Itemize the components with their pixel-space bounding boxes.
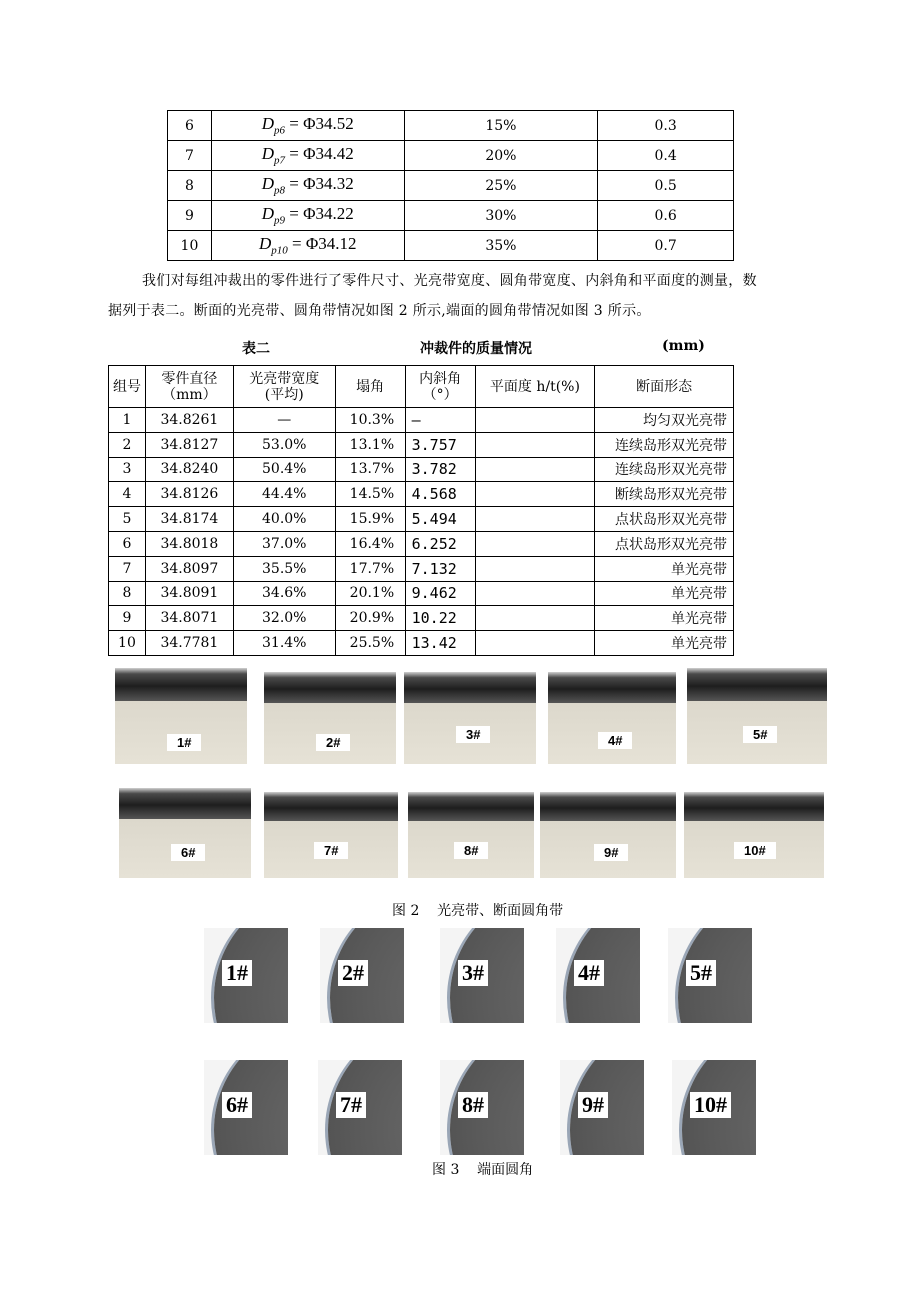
table-row [168, 111, 734, 141]
cell-inner-angle: 3.757 [405, 432, 475, 457]
table2-title: 冲裁件的质量情况 [420, 341, 532, 357]
col-header-inner-angle: 内斜角 （°） [405, 366, 475, 408]
shear-section-photo [408, 792, 534, 878]
cell-clearance-value: 0.4 [598, 141, 734, 171]
photo-label: 2# [338, 960, 368, 986]
cell-punch-diameter: $D_{p9} = \Phi 34.22$ [211, 201, 404, 231]
photo-label: 6# [222, 1092, 252, 1118]
photo-label: 2# [316, 734, 350, 751]
cell-clearance-value: 0.3 [598, 111, 734, 141]
edge-rounding-photo [320, 928, 404, 1023]
cell-diameter: 34.8174 [145, 507, 233, 532]
cell-sag: 14.5% [335, 482, 405, 507]
cell-inner-angle: 9.462 [405, 581, 475, 606]
photo-label: 9# [594, 844, 628, 861]
col-header-group: 组号 [109, 366, 146, 408]
cell-bright-band: 53.0% [233, 432, 335, 457]
cell-group: 9 [109, 606, 146, 631]
edge-rounding-photo [560, 1060, 644, 1155]
table2-label: 表二 [242, 341, 270, 357]
cell-section-form: 点状岛形双光亮带 [595, 531, 734, 556]
cell-group: 8 [109, 581, 146, 606]
photo-label: 1# [167, 734, 201, 751]
shear-section-photo [687, 668, 827, 764]
cell-inner-angle: 10.22 [405, 606, 475, 631]
cell-flatness [475, 581, 595, 606]
cell-group: 1 [109, 408, 146, 433]
cell-inner-angle: 6.252 [405, 531, 475, 556]
cell-punch-diameter: $D_{p7} = \Phi 34.42$ [211, 141, 404, 171]
shear-section-photo [119, 788, 251, 878]
cell-sag: 25.5% [335, 631, 405, 656]
cell-sag: 16.4% [335, 531, 405, 556]
cell-bright-band: — [233, 408, 335, 433]
cell-flatness [475, 507, 595, 532]
edge-rounding-photo [668, 928, 752, 1023]
cell-group: 7 [109, 556, 146, 581]
cell-flatness [475, 556, 595, 581]
col-header-sag: 塌角 [335, 366, 405, 408]
cell-inner-angle: — [405, 408, 475, 433]
cell-clearance-pct: 25% [404, 171, 598, 201]
edge-rounding-photo [204, 1060, 288, 1155]
cell-flatness [475, 531, 595, 556]
cell-inner-angle: 4.568 [405, 482, 475, 507]
table-row [109, 457, 734, 482]
table-row [109, 507, 734, 532]
cell-bright-band: 50.4% [233, 457, 335, 482]
photo-label: 5# [686, 960, 716, 986]
shear-section-photo [264, 792, 398, 878]
shear-section-photo [404, 672, 536, 764]
cell-section-form: 连续岛形双光亮带 [595, 457, 734, 482]
table-row [109, 482, 734, 507]
table-row [109, 631, 734, 656]
cell-sag: 20.1% [335, 581, 405, 606]
cell-diameter: 34.8127 [145, 432, 233, 457]
quality-table [108, 365, 734, 656]
cell-punch-diameter: $D_{p6} = \Phi 34.52$ [211, 111, 404, 141]
figure-2-caption: 图 2 光亮带、断面圆角带 [392, 903, 564, 919]
cell-diameter: 34.8097 [145, 556, 233, 581]
cell-inner-angle: 7.132 [405, 556, 475, 581]
cell-bright-band: 40.0% [233, 507, 335, 532]
edge-rounding-photo [672, 1060, 756, 1155]
cell-no: 8 [168, 171, 212, 201]
cell-clearance-pct: 35% [404, 231, 598, 261]
table-row [109, 606, 734, 631]
cell-flatness [475, 457, 595, 482]
photo-label: 4# [574, 960, 604, 986]
cell-no: 7 [168, 141, 212, 171]
cell-group: 2 [109, 432, 146, 457]
cell-diameter: 34.8018 [145, 531, 233, 556]
cell-clearance-pct: 30% [404, 201, 598, 231]
cell-section-form: 单光亮带 [595, 631, 734, 656]
photo-label: 8# [454, 842, 488, 859]
col-header-section-form: 断面形态 [595, 366, 734, 408]
clearance-table [167, 110, 734, 261]
cell-bright-band: 35.5% [233, 556, 335, 581]
cell-bright-band: 32.0% [233, 606, 335, 631]
table-row [109, 556, 734, 581]
photo-label: 7# [314, 842, 348, 859]
table-row [109, 581, 734, 606]
cell-diameter: 34.8126 [145, 482, 233, 507]
cell-sag: 17.7% [335, 556, 405, 581]
photo-label: 10# [690, 1092, 731, 1118]
cell-sag: 13.1% [335, 432, 405, 457]
photo-label: 3# [458, 960, 488, 986]
col-header-diameter: 零件直径 （mm） [145, 366, 233, 408]
cell-section-form: 单光亮带 [595, 581, 734, 606]
cell-group: 10 [109, 631, 146, 656]
cell-inner-angle: 3.782 [405, 457, 475, 482]
table-row [168, 231, 734, 261]
cell-flatness [475, 631, 595, 656]
shear-section-photo [684, 792, 824, 878]
photo-label: 1# [222, 960, 252, 986]
cell-clearance-pct: 15% [404, 111, 598, 141]
cell-group: 6 [109, 531, 146, 556]
cell-group: 3 [109, 457, 146, 482]
cell-flatness [475, 408, 595, 433]
cell-bright-band: 37.0% [233, 531, 335, 556]
cell-inner-angle: 5.494 [405, 507, 475, 532]
photo-label: 9# [578, 1092, 608, 1118]
photo-label: 7# [336, 1092, 366, 1118]
cell-punch-diameter: $D_{p8} = \Phi 34.32$ [211, 171, 404, 201]
cell-section-form: 连续岛形双光亮带 [595, 432, 734, 457]
table-row [168, 171, 734, 201]
cell-no: 6 [168, 111, 212, 141]
cell-diameter: 34.8240 [145, 457, 233, 482]
cell-group: 5 [109, 507, 146, 532]
cell-clearance-value: 0.6 [598, 201, 734, 231]
cell-sag: 15.9% [335, 507, 405, 532]
table-row [109, 408, 734, 433]
table-row [168, 201, 734, 231]
photo-label: 6# [171, 844, 205, 861]
shear-section-photo [548, 672, 676, 764]
table-row [109, 531, 734, 556]
edge-rounding-photo [204, 928, 288, 1023]
cell-flatness [475, 482, 595, 507]
cell-diameter: 34.8071 [145, 606, 233, 631]
cell-no: 9 [168, 201, 212, 231]
cell-bright-band: 34.6% [233, 581, 335, 606]
cell-sag: 20.9% [335, 606, 405, 631]
cell-sag: 13.7% [335, 457, 405, 482]
figure-3-caption: 图 3 端面圆角 [432, 1162, 534, 1178]
body-paragraph-line1: 我们对每组冲裁出的零件进行了零件尺寸、光亮带宽度、圆角带宽度、内斜角和平面度的测量，数 [142, 273, 757, 289]
cell-flatness [475, 432, 595, 457]
cell-section-form: 单光亮带 [595, 606, 734, 631]
photo-label: 5# [743, 726, 777, 743]
shear-section-photo [115, 668, 247, 764]
cell-clearance-pct: 20% [404, 141, 598, 171]
cell-clearance-value: 0.5 [598, 171, 734, 201]
cell-diameter: 34.8091 [145, 581, 233, 606]
cell-diameter: 34.8261 [145, 408, 233, 433]
cell-flatness [475, 606, 595, 631]
photo-label: 10# [734, 842, 776, 859]
edge-rounding-photo [556, 928, 640, 1023]
photo-label: 4# [598, 732, 632, 749]
table-row [168, 141, 734, 171]
shear-section-photo [540, 792, 676, 878]
col-header-bright-band: 光亮带宽度 (平均) [233, 366, 335, 408]
photo-label: 3# [456, 726, 490, 743]
edge-rounding-photo [318, 1060, 402, 1155]
cell-group: 4 [109, 482, 146, 507]
shear-section-photo [264, 672, 396, 764]
cell-diameter: 34.7781 [145, 631, 233, 656]
cell-bright-band: 31.4% [233, 631, 335, 656]
cell-no: 10 [168, 231, 212, 261]
col-header-flatness: 平面度 h/t(%) [475, 366, 595, 408]
cell-inner-angle: 13.42 [405, 631, 475, 656]
cell-section-form: 均匀双光亮带 [595, 408, 734, 433]
cell-sag: 10.3% [335, 408, 405, 433]
edge-rounding-photo [440, 928, 524, 1023]
cell-clearance-value: 0.7 [598, 231, 734, 261]
table2-unit: (mm) [662, 338, 705, 354]
cell-section-form: 断续岛形双光亮带 [595, 482, 734, 507]
table-row [109, 432, 734, 457]
photo-label: 8# [458, 1092, 488, 1118]
cell-punch-diameter: $D_{p10} = \Phi 34.12$ [211, 231, 404, 261]
cell-section-form: 点状岛形双光亮带 [595, 507, 734, 532]
body-paragraph-line2: 据列于表二。断面的光亮带、圆角带情况如图 2 所示,端面的圆角带情况如图 3 所示。 [108, 303, 651, 319]
edge-rounding-photo [440, 1060, 524, 1155]
cell-bright-band: 44.4% [233, 482, 335, 507]
cell-section-form: 单光亮带 [595, 556, 734, 581]
